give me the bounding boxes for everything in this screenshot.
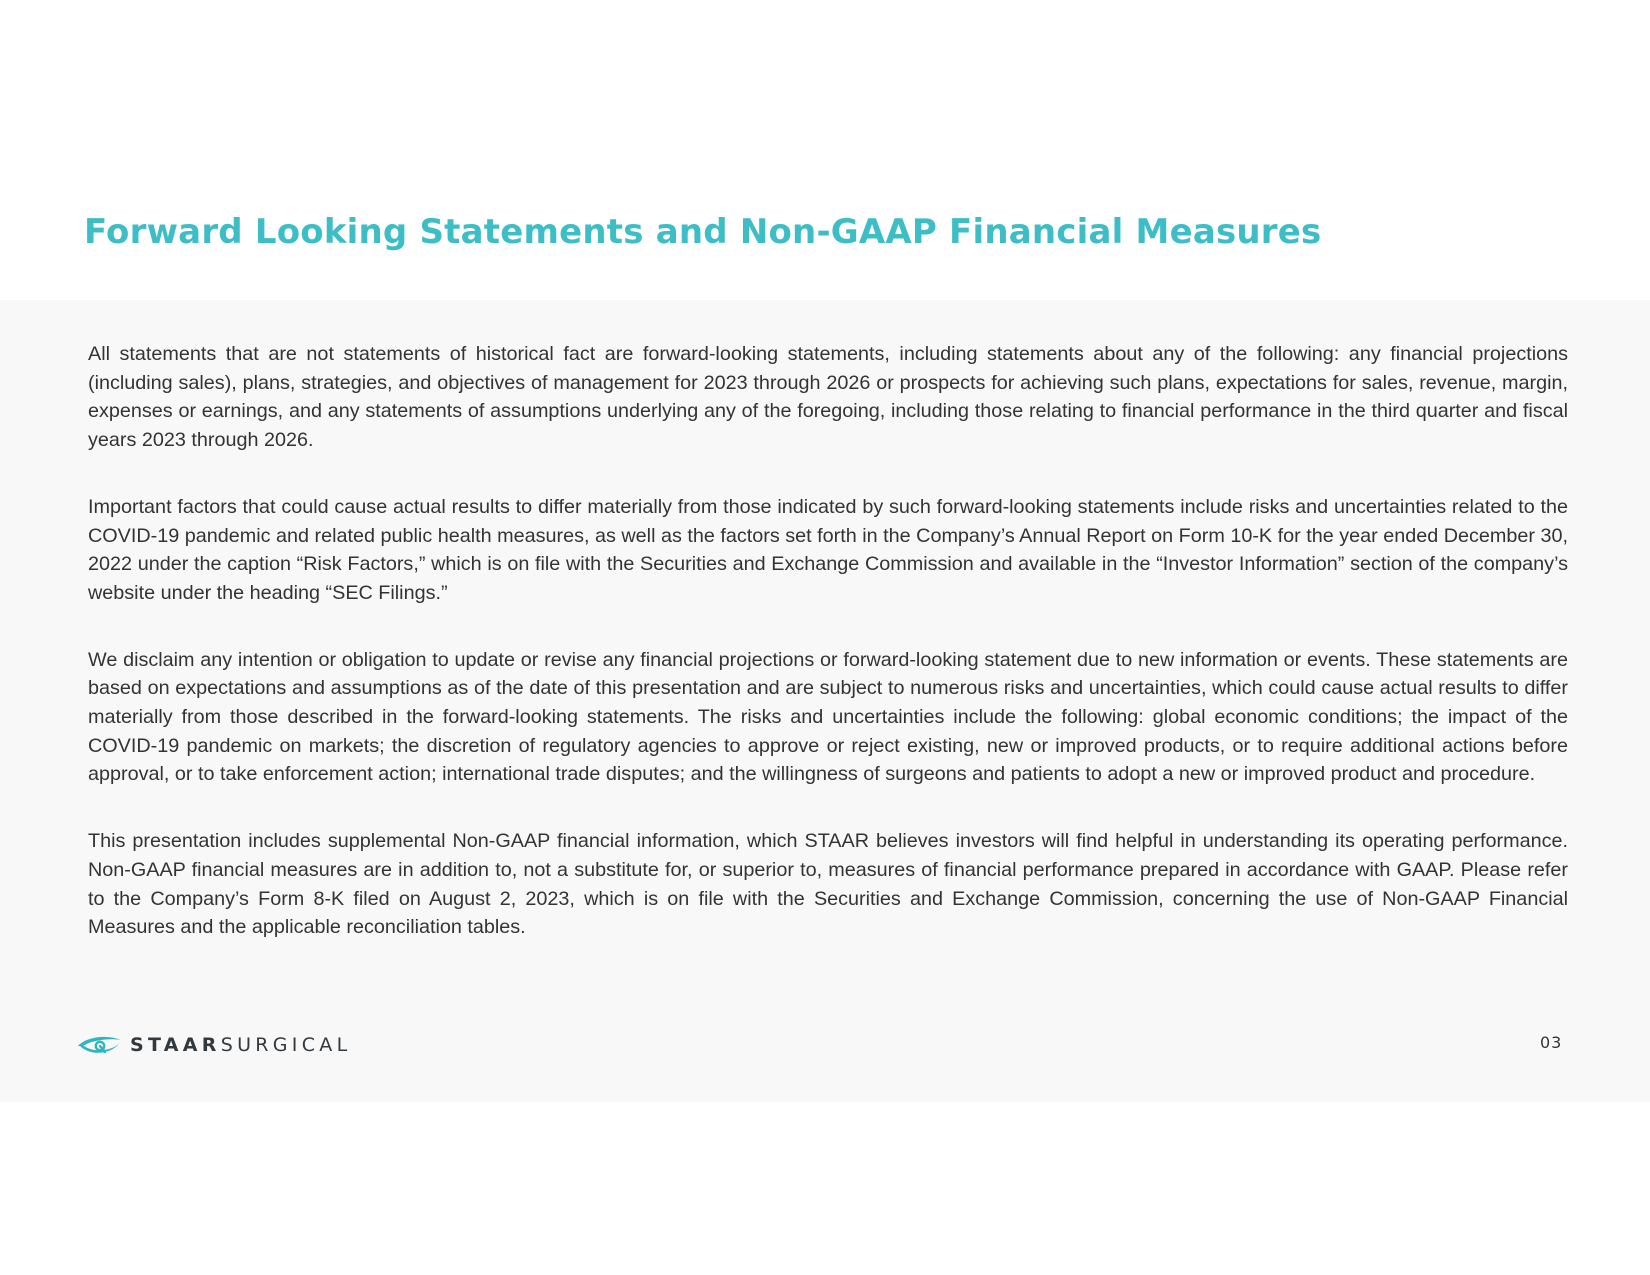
logo-wordmark-surgical: SURGICAL <box>220 1034 352 1056</box>
eye-icon <box>76 1033 122 1057</box>
disclaimer-body <box>88 340 1568 980</box>
staar-surgical-logo <box>76 1032 351 1058</box>
logo-wordmark-staar: STAAR <box>130 1034 221 1056</box>
slide-title: Forward Looking Statements and Non-GAAP Financial Measures <box>84 212 1322 252</box>
logo-wordmark <box>130 1034 351 1056</box>
paragraph-risk-factors: Important factors that could cause actual results to differ materially from those indicated by such forward-looking statements include risks and uncertainties related to the COVID-19 pandemic and related public health measures, as well as the factors set forth in the Company’s Annual Report on Form 10-K for the year ended December 30, 2022 under the caption “Risk Factors,” which is on file with the Securities and Exchange Commission and available in the “Investor Information” section of the company’s website under the heading “SEC Filings.” <box>88 495 1568 604</box>
paragraph-disclaimer: We disclaim any intention or obligation to update or revise any financial projections or forward-looking statement due to new information or events. These statements are based on expectations and assumptions as of the date of this presentation and are subject to numerous risks and uncertainties, which could cause actual results to differ materially from those described in the forward-looking statements. The risks and uncertainties include the following: global economic conditions; the impact of the COVID-19 pandemic on markets; the discretion of regulatory agencies to approve or reject existing, new or improved products, or to require additional actions before approval, or to take enforcement action; international trade disputes; and the willingness of surgeons and patients to adopt a new or improved product and procedure. <box>88 648 1568 786</box>
paragraph-non-gaap: This presentation includes supplemental Non-GAAP financial information, which STAAR believes investors will find helpful in understanding its operating performance. Non-GAAP financial measures are in addition to, not a substitute for, or superior to, measures of financial performance prepared in accordance with GAAP. Please refer to the Company’s Form 8-K filed on August 2, 2023, which is on file with the Securities and Exchange Commission, concerning the use of Non-GAAP Financial Measures and the applicable reconciliation tables. <box>88 830 1568 939</box>
page-number: 03 <box>1540 1033 1563 1052</box>
paragraph-forward-looking: All statements that are not statements of historical fact are forward-looking statements, including statements about any of the following: any financial projections (including sales), plans, strategies, and objectives of management for 2023 through 2026 or prospects for achieving such plans, expectations for sales, revenue, margin, expenses or earnings, and any statements of assumptions underlying any of the foregoing, including those relating to financial performance in the third quarter and fiscal years 2023 through 2026. <box>88 343 1568 452</box>
